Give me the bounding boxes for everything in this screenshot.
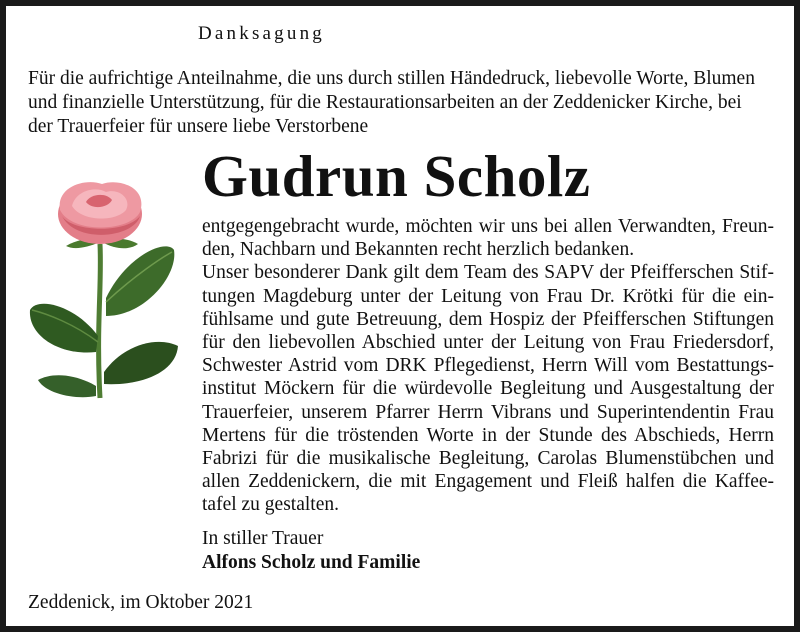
body-paragraph <box>202 215 774 517</box>
body-line: Mertens für die tröstenden Worte in der Stunde des Abschieds, Herrn <box>202 424 774 446</box>
signature: Alfons Scholz und Familie <box>202 552 421 573</box>
body-line: tungen Magdeburg unter der Leitung von Frau Dr. Krötki für die ein- <box>202 285 774 307</box>
body-line: tafel zu gestalten. <box>202 494 339 516</box>
rose-image <box>16 176 188 401</box>
closing-phrase: In stiller Trauer <box>202 528 324 549</box>
body-line: Schwester Astrid vom DRK Pflegedienst, Herrn Will vom Bestattungs- <box>202 355 774 377</box>
body-line: Fabrizi für die musikalische Begleitung, Carolas Blumenstübchen und <box>202 448 774 470</box>
intro-paragraph <box>28 67 788 139</box>
heading: Danksagung <box>198 23 325 44</box>
body-line: fühlsame und gute Betreuung, dem Hospiz der Pfeifferschen Stiftungen <box>202 308 774 330</box>
closing <box>202 527 420 575</box>
body-line: institut Möckern für die würdevolle Begleitung und Ausgestaltung der <box>202 378 774 400</box>
body-line: entgegengebracht wurde, möchten wir uns bei allen Verwandten, Freun- <box>202 216 774 237</box>
deceased-name: Gudrun Scholz <box>202 143 591 209</box>
body-line: Trauerfeier, unserem Pfarrer Herrn Vibrans und Superintendentin Frau <box>202 401 774 423</box>
intro-line: und finanzielle Unterstützung, für die Restaurationsarbeiten an der Zeddenicker Kirche, bei <box>28 92 742 113</box>
body-line: für den liebevollen Abschied unter der Leitung von Frau Friedersdorf, <box>202 332 774 354</box>
place-date: Zeddenick, im Oktober 2021 <box>28 592 254 613</box>
body-line: Unser besonderer Dank gilt dem Team des SAPV der Pfeifferschen Stif- <box>202 262 774 284</box>
body-line: allen Zeddenickern, die mit Engagement und Fleiß halfen die Kaffee- <box>202 471 774 493</box>
intro-line: Für die aufrichtige Anteilnahme, die uns durch stillen Händedruck, liebevolle Worte, Blumen <box>28 68 755 89</box>
intro-line: der Trauerfeier für unsere liebe Verstorbene <box>28 116 369 137</box>
body-line: den, Nachbarn und Bekannten recht herzlich bedanken. <box>202 239 635 261</box>
